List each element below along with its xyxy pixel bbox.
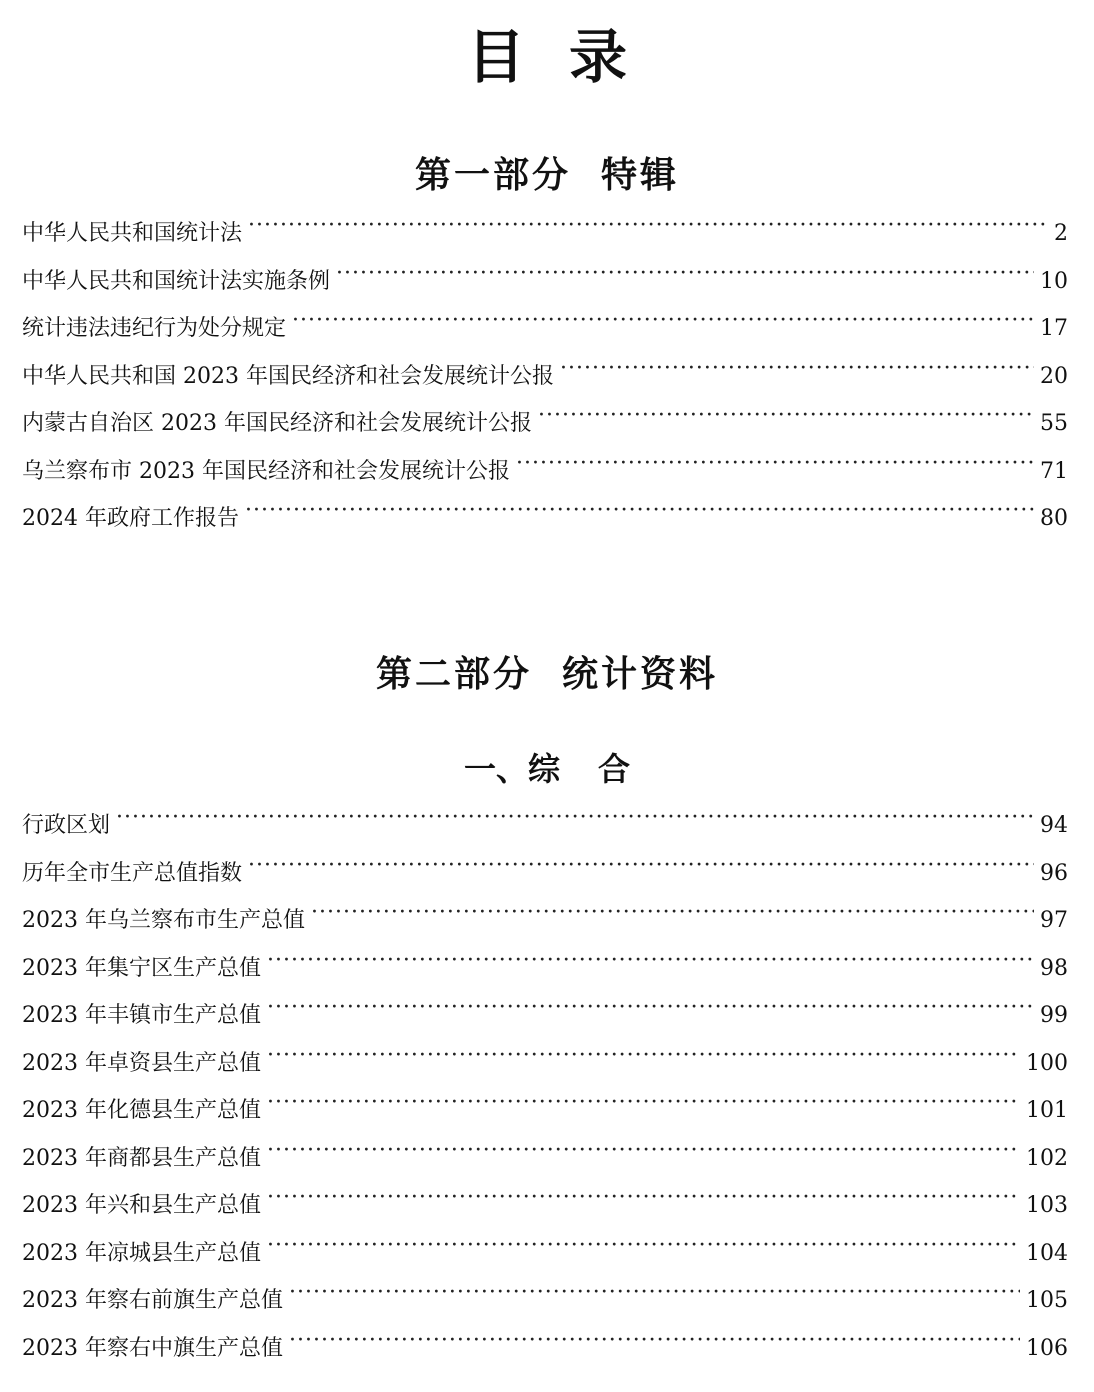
toc-entry-title: 2023 年商都县生产总值	[22, 1145, 261, 1171]
toc-entry-title: 2023 年卓资县生产总值	[22, 1050, 261, 1076]
toc-entry-title: 2023 年化德县生产总值	[22, 1098, 261, 1123]
toc-entry-page: 103	[1026, 1193, 1068, 1218]
dot-leader	[292, 307, 1034, 335]
toc-entry[interactable]	[22, 1137, 1068, 1185]
toc-entry-title: 2024 年政府工作报告	[22, 506, 239, 531]
dot-leader	[311, 899, 1034, 927]
toc-entry-title: 统计违法违纪行为处分规定	[22, 316, 287, 341]
toc-entry-title: 乌兰察布市 2023 年国民经济和社会发展统计公报	[22, 458, 510, 484]
toc-entry[interactable]	[22, 1042, 1068, 1090]
toc-entry-page: 71	[1040, 458, 1068, 484]
dot-leader	[538, 402, 1034, 430]
toc-entry[interactable]	[22, 212, 1068, 260]
toc-entry-title: 2023 年察右中旗生产总值	[22, 1335, 283, 1361]
toc-entry-page: 106	[1026, 1335, 1068, 1361]
toc-entry-title: 2023 年丰镇市生产总值	[22, 1003, 261, 1028]
dot-leader	[289, 1279, 1020, 1307]
toc-entry-title: 2023 年凉城县生产总值	[22, 1240, 261, 1266]
part1-toc-list	[22, 212, 1068, 545]
toc-entry-page: 105	[1026, 1288, 1068, 1313]
section-heading-number: 一、综	[463, 750, 560, 788]
toc-entry-title: 2023 年兴和县生产总值	[22, 1193, 261, 1218]
toc-entry[interactable]	[22, 260, 1068, 308]
toc-entry-page: 99	[1040, 1003, 1068, 1028]
dot-leader	[267, 1137, 1020, 1165]
toc-entry-page: 97	[1040, 908, 1068, 933]
part2-heading-number: 第二部分	[375, 653, 532, 695]
toc-entry-page: 100	[1026, 1050, 1068, 1076]
dot-leader	[560, 355, 1034, 383]
section-heading	[0, 748, 1094, 790]
part1-heading-number: 第一部分	[414, 154, 571, 196]
toc-entry-page: 96	[1040, 860, 1068, 886]
dot-leader	[116, 804, 1034, 832]
dot-leader	[516, 450, 1034, 478]
part2-heading	[0, 652, 1094, 696]
toc-entry[interactable]	[22, 450, 1068, 498]
toc-entry[interactable]	[22, 1232, 1068, 1280]
toc-entry[interactable]	[22, 994, 1068, 1042]
toc-entry[interactable]	[22, 497, 1068, 545]
toc-entry-title: 内蒙古自治区 2023 年国民经济和社会发展统计公报	[22, 411, 532, 436]
toc-entry-page: 10	[1040, 268, 1068, 294]
toc-entry-title: 中华人民共和国统计法实施条例	[22, 268, 331, 294]
dot-leader	[248, 852, 1034, 880]
toc-entry[interactable]	[22, 899, 1068, 947]
toc-entry[interactable]	[22, 852, 1068, 900]
part2-toc-list	[22, 804, 1068, 1374]
section-heading-name: 合	[598, 750, 631, 788]
toc-entry[interactable]	[22, 947, 1068, 995]
dot-leader	[245, 497, 1034, 525]
toc-entry-title: 2023 年集宁区生产总值	[22, 955, 261, 981]
dot-leader	[267, 994, 1034, 1022]
toc-entry-title: 行政区划	[22, 813, 111, 838]
toc-entry-title: 中华人民共和国统计法	[22, 221, 243, 246]
toc-entry-title: 2023 年乌兰察布市生产总值	[22, 908, 305, 933]
toc-entry[interactable]	[22, 1184, 1068, 1232]
dot-leader	[267, 1042, 1020, 1070]
toc-entry-title: 2023 年察右前旗生产总值	[22, 1288, 283, 1313]
dot-leader	[267, 947, 1034, 975]
toc-entry-page: 17	[1040, 316, 1068, 341]
toc-entry-page: 101	[1026, 1098, 1068, 1123]
toc-entry-page: 55	[1040, 411, 1068, 436]
toc-entry[interactable]	[22, 1327, 1068, 1375]
toc-entry[interactable]	[22, 402, 1068, 450]
toc-entry[interactable]	[22, 355, 1068, 403]
toc-entry-page: 98	[1040, 955, 1068, 981]
dot-leader	[267, 1089, 1020, 1117]
dot-leader	[267, 1232, 1020, 1260]
toc-entry-title: 历年全市生产总值指数	[22, 860, 243, 886]
toc-entry-page: 80	[1040, 506, 1068, 531]
toc-entry-page: 94	[1040, 813, 1068, 838]
toc-entry-page: 20	[1040, 363, 1068, 389]
page-title: 目录	[466, 23, 671, 91]
part2-heading-name: 统计资料	[562, 653, 719, 695]
dot-leader	[267, 1184, 1020, 1212]
toc-entry[interactable]	[22, 804, 1068, 852]
dot-leader	[289, 1327, 1020, 1355]
toc-entry-page: 102	[1026, 1145, 1068, 1171]
toc-entry[interactable]	[22, 1279, 1068, 1327]
dot-leader	[248, 212, 1048, 240]
toc-entry-page: 2	[1054, 221, 1068, 246]
part1-heading	[0, 153, 1094, 197]
dot-leader	[336, 260, 1034, 288]
part1-heading-name: 特辑	[601, 154, 680, 196]
toc-entry-page: 104	[1026, 1240, 1068, 1266]
toc-entry-title: 中华人民共和国 2023 年国民经济和社会发展统计公报	[22, 363, 554, 389]
toc-entry[interactable]	[22, 307, 1068, 355]
toc-entry[interactable]	[22, 1089, 1068, 1137]
